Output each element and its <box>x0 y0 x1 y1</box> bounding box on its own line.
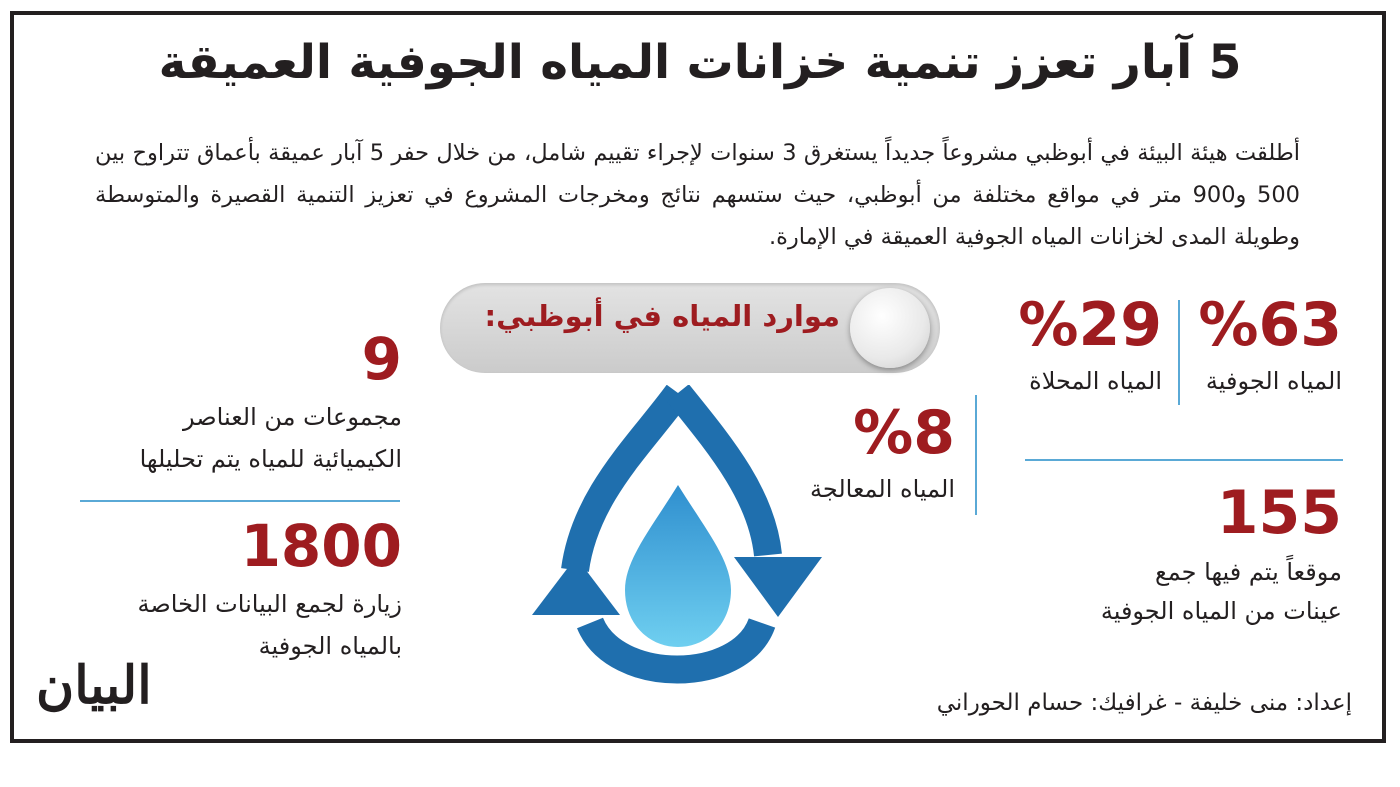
sites-label-line2: عينات من المياه الجوفية <box>1100 597 1342 625</box>
headline: 5 آبار تعزز تنمية خزانات المياه الجوفية العميقة <box>158 35 1242 90</box>
visits-label-line2: بالمياه الجوفية <box>258 632 402 660</box>
treated-label: المياه المعالجة <box>809 475 955 503</box>
divider-horizontal <box>1025 459 1343 461</box>
desalinated-label: المياه المحلاة <box>1029 367 1162 395</box>
groundwater-percent: %63 <box>1198 290 1342 360</box>
sites-label-line1: موقعاً يتم فيها جمع <box>1155 558 1342 586</box>
albayan-logo: البيان <box>36 655 152 716</box>
section-label-pill <box>440 283 940 373</box>
pill-knob-decoration <box>850 288 930 368</box>
groundwater-label: المياه الجوفية <box>1205 367 1342 395</box>
divider-vertical <box>1178 300 1180 405</box>
water-cycle-drop-icon <box>530 385 825 685</box>
desalinated-percent: %29 <box>1018 290 1162 360</box>
divider-vertical <box>975 395 977 515</box>
treated-percent: %8 <box>853 398 955 468</box>
section-label: موارد المياه في أبوظبي: <box>484 299 840 333</box>
chemical-groups-label-line2: الكيميائية للمياه يتم تحليلها <box>139 445 402 473</box>
visits-count: 1800 <box>240 512 402 580</box>
credits: إعداد: منى خليفة - غرافيك: حسام الحوراني <box>936 690 1352 716</box>
chemical-groups-label-line1: مجموعات من العناصر <box>183 403 402 431</box>
visits-label-line1: زيارة لجمع البيانات الخاصة <box>137 590 402 618</box>
sites-count: 155 <box>1216 478 1342 548</box>
chemical-groups-count: 9 <box>361 325 402 393</box>
intro-paragraph: أطلقت هيئة البيئة في أبوظبي مشروعاً جديداً يستغرق 3 سنوات لإجراء تقييم شامل، من خلال حفر 5 آبار عميقة بأعماق تتراوح بين 500 و900 متر في مواقع مختلفة من أبوظبي، حيث ستسهم نتائج ومخرجات المشروع في تعزيز التنمية القصيرة والمتوسطة وطويلة المدى لخزانات المياه الجوفية العميقة في الإمارة. <box>95 140 1301 250</box>
divider-horizontal <box>80 500 400 502</box>
